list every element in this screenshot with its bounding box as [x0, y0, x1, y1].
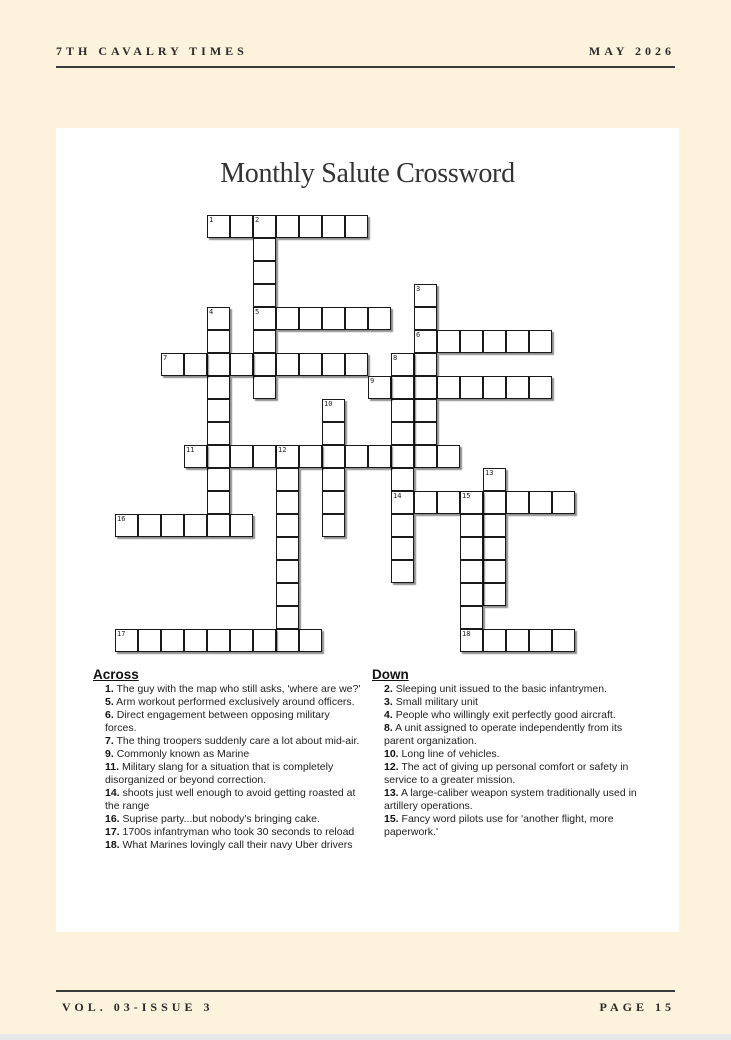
grid-cell[interactable]	[253, 238, 276, 261]
clue-text: Direct engagement between opposing military forces.	[105, 709, 330, 734]
bottom-strip	[0, 1034, 731, 1040]
clue-text: The act of giving up personal comfort or safety in service to a greater mission.	[384, 761, 629, 786]
across-list	[93, 683, 363, 852]
grid-cell[interactable]	[552, 629, 575, 652]
grid-number: 1	[209, 216, 214, 224]
grid-number: 16	[117, 515, 126, 523]
grid-cell[interactable]	[368, 307, 391, 330]
grid-number: 7	[163, 354, 168, 362]
clue-text: A large-caliber weapon system traditionally used in artillery operations.	[384, 787, 637, 812]
grid-cell[interactable]	[460, 583, 483, 606]
grid-cell[interactable]	[161, 629, 184, 652]
clue-item	[372, 787, 640, 813]
clue-item	[372, 709, 640, 722]
grid-cell[interactable]	[276, 606, 299, 629]
grid-cell[interactable]	[460, 330, 483, 353]
page-number: PAGE 15	[599, 1000, 675, 1014]
down-heading: Down	[372, 667, 409, 682]
grid-cell[interactable]	[207, 445, 230, 468]
grid-cell[interactable]	[322, 514, 345, 537]
grid-number: 5	[255, 308, 260, 316]
crossword-panel	[56, 128, 679, 932]
grid-cell[interactable]	[276, 629, 299, 652]
grid-cell[interactable]	[230, 215, 253, 238]
clue-text: shoots just well enough to avoid getting roasted at the range	[105, 787, 356, 812]
grid-cell[interactable]	[253, 445, 276, 468]
grid-cell[interactable]	[299, 307, 322, 330]
clue-item	[372, 722, 640, 748]
header-rule	[56, 66, 675, 68]
grid-cell[interactable]	[207, 422, 230, 445]
clue-text: 1700s infantryman who took 30 seconds to reload	[122, 826, 355, 838]
clue-number: 17.	[105, 826, 120, 838]
grid-cell[interactable]	[207, 330, 230, 353]
clue-number: 12.	[384, 761, 399, 773]
grid-cell[interactable]	[414, 422, 437, 445]
clue-item	[93, 735, 363, 748]
grid-cell[interactable]	[506, 376, 529, 399]
grid-cell[interactable]	[276, 491, 299, 514]
grid-cell[interactable]	[207, 376, 230, 399]
clue-number: 13.	[384, 787, 399, 799]
clue-number: 3.	[384, 696, 393, 708]
grid-cell[interactable]	[138, 514, 161, 537]
grid-cell[interactable]	[207, 353, 230, 376]
grid-cell[interactable]	[184, 353, 207, 376]
grid-number: 17	[117, 630, 126, 638]
clue-number: 5.	[105, 696, 114, 708]
grid-number: 18	[462, 630, 471, 638]
clue-item	[372, 696, 640, 709]
grid-number: 13	[485, 469, 494, 477]
publication-name: 7TH CAVALRY TIMES	[56, 44, 248, 58]
grid-number: 10	[324, 400, 333, 408]
grid-cell[interactable]	[230, 353, 253, 376]
clue-number: 7.	[105, 735, 114, 747]
grid-number: 12	[278, 446, 287, 454]
clue-text: Suprise party...but nobody's bringing cake.	[122, 813, 320, 825]
across-heading: Across	[93, 667, 139, 682]
issue-date: MAY 2026	[588, 44, 675, 58]
clue-text: Commonly known as Marine	[116, 748, 250, 760]
grid-cell[interactable]	[506, 491, 529, 514]
grid-cell[interactable]	[414, 399, 437, 422]
grid-cell[interactable]	[483, 583, 506, 606]
grid-cell[interactable]	[414, 376, 437, 399]
grid-cell[interactable]	[253, 330, 276, 353]
clue-number: 10.	[384, 748, 399, 760]
grid-cell[interactable]	[414, 307, 437, 330]
grid-cell[interactable]	[483, 330, 506, 353]
grid-cell[interactable]	[437, 330, 460, 353]
clue-item	[93, 761, 363, 787]
grid-cell[interactable]	[506, 629, 529, 652]
grid-cell[interactable]	[529, 491, 552, 514]
grid-cell[interactable]	[483, 376, 506, 399]
grid-cell[interactable]	[207, 514, 230, 537]
grid-cell[interactable]	[345, 215, 368, 238]
grid-cell[interactable]	[437, 491, 460, 514]
grid-cell[interactable]	[437, 445, 460, 468]
grid-cell[interactable]	[391, 560, 414, 583]
grid-number: 4	[209, 308, 214, 316]
grid-cell[interactable]	[391, 514, 414, 537]
clue-item	[372, 683, 640, 696]
clue-text: Long line of vehicles.	[401, 748, 500, 760]
grid-cell[interactable]	[276, 353, 299, 376]
grid-cell[interactable]	[460, 537, 483, 560]
grid-cell[interactable]	[483, 560, 506, 583]
grid-cell[interactable]	[391, 537, 414, 560]
grid-cell[interactable]	[414, 445, 437, 468]
clue-number: 8.	[384, 722, 393, 734]
grid-cell[interactable]	[253, 261, 276, 284]
grid-cell[interactable]	[253, 353, 276, 376]
grid-cell[interactable]	[391, 376, 414, 399]
down-list	[372, 683, 640, 839]
grid-number: 8	[393, 354, 398, 362]
grid-cell[interactable]	[276, 514, 299, 537]
grid-cell[interactable]	[276, 537, 299, 560]
grid-cell[interactable]	[483, 537, 506, 560]
grid-cell[interactable]	[322, 468, 345, 491]
footer-rule	[56, 990, 675, 992]
grid-number: 15	[462, 492, 471, 500]
grid-cell[interactable]	[322, 445, 345, 468]
clue-text: What Marines lovingly call their navy Uber drivers	[122, 839, 353, 851]
clue-number: 15.	[384, 813, 399, 825]
clue-item	[93, 709, 363, 735]
grid-cell[interactable]	[138, 629, 161, 652]
grid-cell[interactable]	[483, 491, 506, 514]
grid-cell[interactable]	[276, 468, 299, 491]
grid-cell[interactable]	[529, 330, 552, 353]
clue-item	[93, 748, 363, 761]
grid-cell[interactable]	[391, 422, 414, 445]
grid-cell[interactable]	[299, 445, 322, 468]
grid-cell[interactable]	[391, 445, 414, 468]
grid-cell[interactable]	[253, 284, 276, 307]
grid-cell[interactable]	[460, 376, 483, 399]
grid-cell[interactable]	[483, 629, 506, 652]
grid-cell[interactable]	[207, 491, 230, 514]
grid-cell[interactable]	[299, 353, 322, 376]
grid-cell[interactable]	[276, 583, 299, 606]
clue-item	[93, 813, 363, 826]
grid-cell[interactable]	[483, 514, 506, 537]
grid-cell[interactable]	[529, 376, 552, 399]
grid-number: 3	[416, 285, 421, 293]
grid-cell[interactable]	[207, 468, 230, 491]
grid-cell[interactable]	[299, 215, 322, 238]
clue-number: 18.	[105, 839, 120, 851]
grid-number: 14	[393, 492, 402, 500]
clue-number: 6.	[105, 709, 114, 721]
clue-number: 16.	[105, 813, 120, 825]
grid-cell[interactable]	[322, 215, 345, 238]
grid-cell[interactable]	[460, 560, 483, 583]
grid-cell[interactable]	[552, 491, 575, 514]
grid-cell[interactable]	[230, 445, 253, 468]
clue-item	[372, 761, 640, 787]
clue-text: Sleeping unit issued to the basic infantrymen.	[395, 683, 607, 695]
grid-cell[interactable]	[460, 514, 483, 537]
clue-text: Arm workout performed exclusively around officers.	[116, 696, 355, 708]
clue-text: Small military unit	[395, 696, 478, 708]
grid-cell[interactable]	[207, 399, 230, 422]
grid-cell[interactable]	[184, 514, 207, 537]
grid-cell[interactable]	[230, 514, 253, 537]
clue-number: 4.	[384, 709, 393, 721]
clue-item	[93, 826, 363, 839]
clue-text: The guy with the map who still asks, 'where are we?'	[116, 683, 361, 695]
grid-cell[interactable]	[345, 445, 368, 468]
grid-number: 9	[370, 377, 375, 385]
grid-cell[interactable]	[506, 330, 529, 353]
grid-cell[interactable]	[414, 491, 437, 514]
grid-number: 2	[255, 216, 260, 224]
grid-cell[interactable]	[276, 560, 299, 583]
clue-number: 1.	[105, 683, 114, 695]
clue-number: 11.	[105, 761, 120, 773]
grid-cell[interactable]	[276, 215, 299, 238]
clue-text: Military slang for a situation that is completely disorganized or beyond correction.	[105, 761, 334, 786]
grid-cell[interactable]	[299, 629, 322, 652]
clue-text: A unit assigned to operate independently from its parent organization.	[384, 722, 623, 747]
grid-number: 6	[416, 331, 421, 339]
clue-text: Fancy word pilots use for 'another flight, more paperwork.'	[384, 813, 614, 838]
down-clues	[372, 668, 640, 839]
grid-cell[interactable]	[414, 353, 437, 376]
clue-item	[93, 839, 363, 852]
clue-number: 9.	[105, 748, 114, 760]
grid-cell[interactable]	[322, 307, 345, 330]
grid-cell[interactable]	[368, 445, 391, 468]
grid-cell[interactable]	[460, 606, 483, 629]
clue-item	[93, 787, 363, 813]
clue-item	[372, 813, 640, 839]
grid-cell[interactable]	[207, 629, 230, 652]
grid-cell[interactable]	[184, 629, 207, 652]
grid-cell[interactable]	[391, 399, 414, 422]
clue-number: 14.	[105, 787, 120, 799]
grid-cell[interactable]	[345, 307, 368, 330]
clue-item	[93, 696, 363, 709]
grid-cell[interactable]	[345, 353, 368, 376]
grid-cell[interactable]	[253, 376, 276, 399]
clue-text: People who willingly exit perfectly good aircraft.	[395, 709, 616, 721]
grid-cell[interactable]	[230, 629, 253, 652]
clue-item	[372, 748, 640, 761]
clue-number: 2.	[384, 683, 393, 695]
clue-item	[93, 683, 363, 696]
grid-cell[interactable]	[437, 376, 460, 399]
across-clues	[93, 668, 363, 852]
clue-text: The thing troopers suddenly care a lot about mid-air.	[116, 735, 360, 747]
grid-cell[interactable]	[253, 629, 276, 652]
grid-cell[interactable]	[391, 468, 414, 491]
grid-cell[interactable]	[161, 514, 184, 537]
grid-cell[interactable]	[322, 491, 345, 514]
volume-issue: VOL. 03-ISSUE 3	[62, 1000, 214, 1014]
grid-cell[interactable]	[322, 353, 345, 376]
grid-cell[interactable]	[276, 307, 299, 330]
puzzle-title: Monthly Salute Crossword	[220, 158, 515, 189]
grid-number: 11	[186, 446, 195, 454]
grid-cell[interactable]	[322, 422, 345, 445]
grid-cell[interactable]	[529, 629, 552, 652]
